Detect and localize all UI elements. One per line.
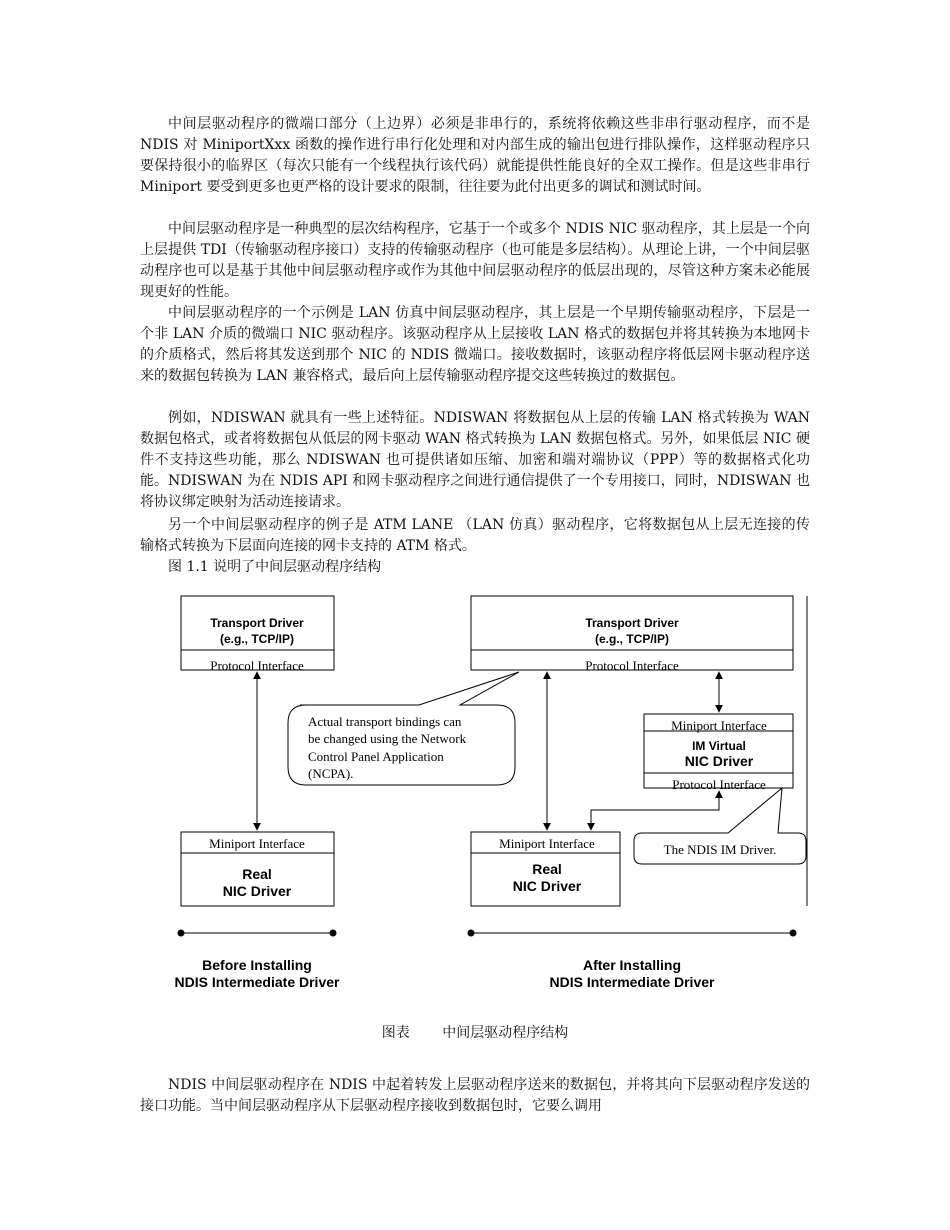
caption-label: 图表 xyxy=(381,1025,410,1041)
ncpa-callout-line-2: be changed using the Network xyxy=(308,731,467,746)
im-to-nic-arrow xyxy=(591,791,719,830)
ncpa-callout-line-1: Actual transport bindings can xyxy=(308,714,462,729)
ncpa-callout-line-3: Control Panel Application xyxy=(308,749,444,764)
im-driver-callout xyxy=(634,788,806,864)
left-protocol-interface: Protocol Interface xyxy=(210,658,304,673)
left-real-nic-box xyxy=(181,832,334,906)
left-miniport-interface: Miniport Interface xyxy=(209,836,305,851)
right-miniport-interface: Miniport Interface xyxy=(499,836,595,851)
figure-intro: 图 1.1 说明了中间层驱动程序结构 xyxy=(168,559,382,575)
before-label-line-2: NDIS Intermediate Driver xyxy=(174,974,340,990)
paragraph-1: 中间层驱动程序的微端口部分（上边界）必须是非串行的，系统将依赖这些非串行驱动程序，而不是 NDIS 对 MiniportXxx 函数的操作进行串行化处理和对内部生成的输出包进行排队操作，这样驱动程序只要保持很小的临界区（每次只能有一个线程执行该代码）就能提供性能良好的全双工操作。但是这些非串行 Miniport 要受到更多也更严格的设计要求的限制，往往要为此付出更多的调试和测试时间。 xyxy=(140,116,810,195)
paragraph-3: 中间层驱动程序的一个示例是 LAN 仿真中间层驱动程序，其上层是一个早期传输驱动程序，下层是一个非 LAN 介质的微端口 NIC 驱动程序。该驱动程序从上层接收 LAN 格式的数据包并将其转换为本地网卡的介质格式，然后将其发送到那个 NIC 的 NDIS 微端口。接收数据时，该驱动程序将低层网卡驱动程序送来的数据包转换为 LAN 兼容格式，最后向上层传输驱动程序提交这些转换过的数据包。 xyxy=(140,305,810,384)
paragraph-4: 例如，NDISWAN 就具有一些上述特征。NDISWAN 将数据包从上层的传输 LAN 格式转换为 WAN 数据包格式，或者将数据包从低层的网卡驱动 WAN 格式转换为 LAN 数据包格式。另外，如果低层 NIC 硬件不支持这些功能，那么 NDISWAN 也可提供诸如压缩、加密和端对端协议（PPP）等的数据格式化功能。NDISWAN 为在 NDIS API 和网卡驱动程序之间进行通信提供了一个专用接口，同时，NDISWAN 也将协议绑定映射为活动连接请求。 xyxy=(140,410,810,510)
right-transport-title: Transport Driver xyxy=(585,616,679,630)
im-callout-text: The NDIS IM Driver. xyxy=(663,842,777,857)
left-nic-driver-label: NIC Driver xyxy=(222,883,292,899)
left-real-label: Real xyxy=(242,866,272,882)
right-nic-driver-label: NIC Driver xyxy=(512,878,582,894)
left-transport-driver-box xyxy=(181,596,334,673)
after-label-line-2: NDIS Intermediate Driver xyxy=(549,974,715,990)
figure-caption xyxy=(0,1022,950,1042)
paragraph-2: 中间层驱动程序是一种典型的层次结构程序，它基于一个或多个 NDIS NIC 驱动程序，其上层是一个向上层提供 TDI（传输驱动程序接口）支持的传输驱动程序（也可能是多层结构）。从理论上讲，一个中间层驱动程序也可以是基于其他中间层驱动程序或作为其他中间层驱动程序的低层出现的，尽管这种方案未必能展现更好的性能。 xyxy=(140,221,810,300)
right-real-nic-box xyxy=(471,832,620,906)
im-nic-driver-label: NIC Driver xyxy=(684,753,754,769)
ncpa-callout xyxy=(288,672,519,785)
paragraph-5: 另一个中间层驱动程序的例子是 ATM LANE （LAN 仿真）驱动程序，它将数据包从上层无连接的传输格式转换为下层面向连接的网卡支持的 ATM 格式。 xyxy=(140,517,810,554)
after-label-line-1: After Installing xyxy=(582,957,682,973)
after-timeline xyxy=(468,930,797,937)
before-timeline xyxy=(178,930,337,937)
left-transport-title: Transport Driver xyxy=(210,616,304,630)
im-protocol-interface: Protocol Interface xyxy=(672,777,766,792)
right-protocol-interface: Protocol Interface xyxy=(585,658,679,673)
ncpa-callout-line-4: (NCPA). xyxy=(308,766,354,781)
closing-paragraph: NDIS 中间层驱动程序在 NDIS 中起着转发上层驱动程序送来的数据包，并将其向下层驱动程序发送的接口功能。当中间层驱动程序从下层驱动程序接收到数据包时，它要么调用 xyxy=(140,1077,810,1114)
before-label-line-1: Before Installing xyxy=(202,957,312,973)
im-virtual-label: IM Virtual xyxy=(692,739,746,753)
im-miniport-interface: Miniport Interface xyxy=(671,718,767,733)
caption-title: 中间层驱动程序结构 xyxy=(442,1025,569,1041)
left-transport-subtitle: (e.g., TCP/IP) xyxy=(219,632,295,646)
right-transport-subtitle: (e.g., TCP/IP) xyxy=(594,632,670,646)
right-real-label: Real xyxy=(532,861,562,877)
im-virtual-nic-box xyxy=(644,714,793,792)
right-transport-driver-box xyxy=(471,596,793,673)
